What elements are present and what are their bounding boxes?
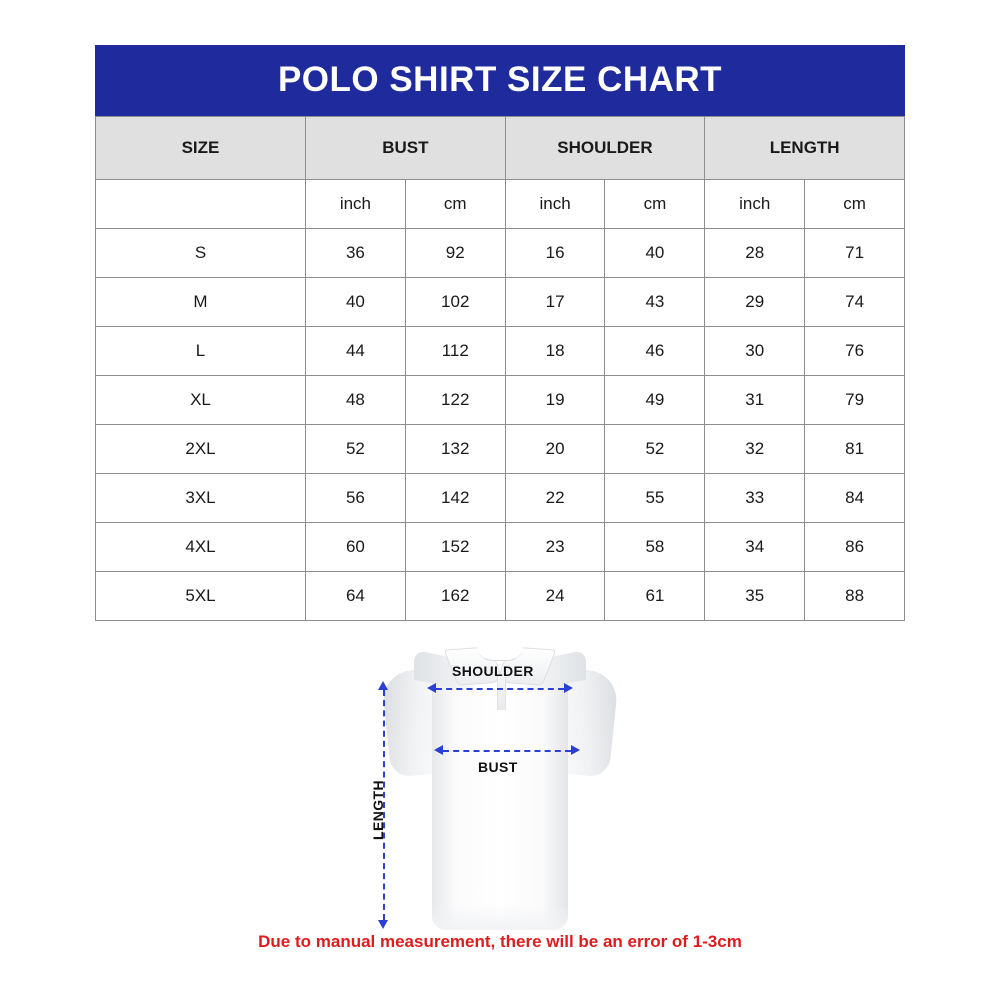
- cell-bust-cm: 122: [405, 376, 505, 425]
- bust-arrow-tip-left: [434, 745, 443, 755]
- unit-bust-inch: inch: [306, 180, 406, 229]
- length-arrow-tip-bottom: [378, 920, 388, 929]
- cell-bust-cm: 102: [405, 278, 505, 327]
- page-title: POLO SHIRT SIZE CHART: [95, 45, 905, 116]
- cell-length-inch: 31: [705, 376, 805, 425]
- cell-length-inch: 32: [705, 425, 805, 474]
- label-length: LENGTH: [370, 780, 386, 840]
- table-row: [96, 278, 905, 327]
- unit-blank: [96, 180, 306, 229]
- cell-bust-inch: 60: [306, 523, 406, 572]
- cell-length-cm: 88: [805, 572, 905, 621]
- cell-shoulder-inch: 20: [505, 425, 605, 474]
- cell-length-inch: 29: [705, 278, 805, 327]
- cell-bust-cm: 152: [405, 523, 505, 572]
- header-bust: BUST: [306, 117, 506, 180]
- shoulder-arrow-line: [436, 688, 564, 690]
- cell-length-inch: 33: [705, 474, 805, 523]
- bust-arrow-line: [443, 750, 571, 752]
- shoulder-arrow-tip-right: [564, 683, 573, 693]
- size-chart-table: [95, 116, 905, 621]
- size-chart: [95, 45, 905, 621]
- cell-bust-inch: 56: [306, 474, 406, 523]
- cell-size: S: [96, 229, 306, 278]
- cell-size: L: [96, 327, 306, 376]
- header-length: LENGTH: [705, 117, 905, 180]
- cell-shoulder-cm: 58: [605, 523, 705, 572]
- measurement-note: Due to manual measurement, there will be an error of 1-3cm: [258, 932, 742, 951]
- cell-length-cm: 79: [805, 376, 905, 425]
- cell-size: XL: [96, 376, 306, 425]
- table-group-header-row: [96, 117, 905, 180]
- unit-shoulder-inch: inch: [505, 180, 605, 229]
- cell-length-cm: 74: [805, 278, 905, 327]
- table-row: [96, 523, 905, 572]
- cell-bust-cm: 112: [405, 327, 505, 376]
- label-bust: BUST: [478, 759, 518, 775]
- cell-shoulder-cm: 43: [605, 278, 705, 327]
- table-row: [96, 229, 905, 278]
- unit-bust-cm: cm: [405, 180, 505, 229]
- shirt-placket: [497, 676, 506, 710]
- cell-shoulder-inch: 19: [505, 376, 605, 425]
- cell-shoulder-inch: 22: [505, 474, 605, 523]
- cell-shoulder-inch: 24: [505, 572, 605, 621]
- bust-arrow-tip-right: [571, 745, 580, 755]
- cell-size: 3XL: [96, 474, 306, 523]
- table-row: [96, 572, 905, 621]
- table-row: [96, 376, 905, 425]
- header-size: SIZE: [96, 117, 306, 180]
- cell-size: 4XL: [96, 523, 306, 572]
- cell-size: 5XL: [96, 572, 306, 621]
- cell-shoulder-cm: 52: [605, 425, 705, 474]
- cell-length-cm: 86: [805, 523, 905, 572]
- cell-length-inch: 35: [705, 572, 805, 621]
- cell-length-cm: 76: [805, 327, 905, 376]
- cell-bust-inch: 44: [306, 327, 406, 376]
- cell-shoulder-cm: 49: [605, 376, 705, 425]
- cell-bust-cm: 162: [405, 572, 505, 621]
- shoulder-arrow-tip-left: [427, 683, 436, 693]
- cell-shoulder-cm: 55: [605, 474, 705, 523]
- unit-length-inch: inch: [705, 180, 805, 229]
- cell-bust-cm: 142: [405, 474, 505, 523]
- cell-shoulder-cm: 61: [605, 572, 705, 621]
- unit-length-cm: cm: [805, 180, 905, 229]
- cell-length-inch: 30: [705, 327, 805, 376]
- table-row: [96, 425, 905, 474]
- cell-shoulder-cm: 40: [605, 229, 705, 278]
- cell-length-inch: 28: [705, 229, 805, 278]
- cell-bust-cm: 92: [405, 229, 505, 278]
- cell-length-cm: 84: [805, 474, 905, 523]
- cell-length-cm: 81: [805, 425, 905, 474]
- cell-bust-inch: 40: [306, 278, 406, 327]
- cell-shoulder-inch: 18: [505, 327, 605, 376]
- cell-bust-inch: 64: [306, 572, 406, 621]
- cell-size: M: [96, 278, 306, 327]
- cell-bust-cm: 132: [405, 425, 505, 474]
- label-shoulder: SHOULDER: [452, 663, 534, 679]
- length-arrow-tip-top: [378, 681, 388, 690]
- polo-shirt-icon: [380, 640, 620, 930]
- cell-length-cm: 71: [805, 229, 905, 278]
- cell-bust-inch: 52: [306, 425, 406, 474]
- header-shoulder: SHOULDER: [505, 117, 705, 180]
- cell-shoulder-inch: 17: [505, 278, 605, 327]
- cell-length-inch: 34: [705, 523, 805, 572]
- cell-bust-inch: 36: [306, 229, 406, 278]
- unit-shoulder-cm: cm: [605, 180, 705, 229]
- cell-size: 2XL: [96, 425, 306, 474]
- cell-shoulder-inch: 23: [505, 523, 605, 572]
- cell-shoulder-inch: 16: [505, 229, 605, 278]
- cell-bust-inch: 48: [306, 376, 406, 425]
- measurement-illustration: [0, 630, 1000, 930]
- table-row: [96, 327, 905, 376]
- table-unit-row: [96, 180, 905, 229]
- table-row: [96, 474, 905, 523]
- cell-shoulder-cm: 46: [605, 327, 705, 376]
